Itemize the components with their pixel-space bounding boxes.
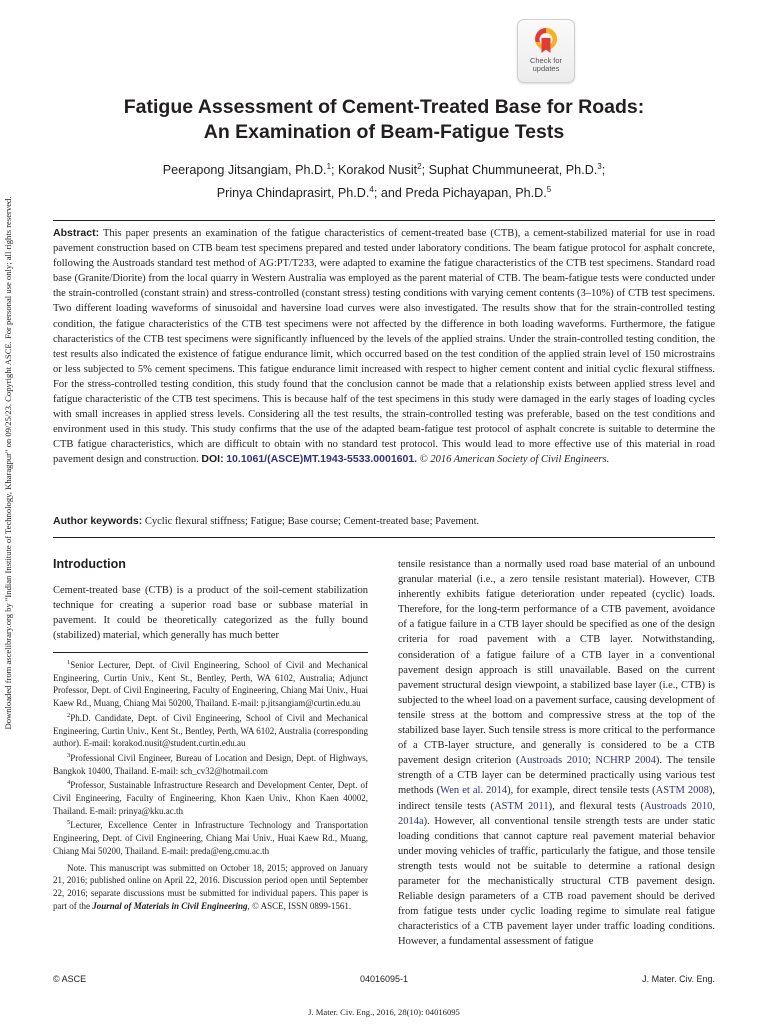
footnote-text: Professor, Sustainable Infrastructure Research and Development Center, Dept. of Civil Engineering, Faculty of Engineering, Khon Kaen Univ., Khon Kaen 40002, Thailand. E-mail: prinya@kku.ac.th [53, 780, 368, 816]
footnote-3 [53, 750, 368, 777]
author-name: Korakod Nusit [338, 163, 418, 178]
author-name: Suphat Chummuneerat, Ph.D. [428, 163, 598, 178]
author-separator: ; and [373, 186, 406, 201]
citation-line: J. Mater. Civ. Eng., 2016, 28(10): 04016095 [308, 1007, 460, 1017]
paper-title [60, 95, 708, 145]
intro-text-segment: ). The tensile strength of a CTB layer can be determined practically using various test methods ( [398, 755, 715, 797]
author-name: Preda Pichayapan, Ph.D. [405, 186, 547, 201]
footnote-text: Ph.D. Candidate, Dept. of Civil Engineering, School of Civil and Mechanical Engineering, Curtin Univ., Kent St., Bentley, Perth, WA 6102, Australia (corresponding author). E-mail: korakod.nusit@student.curtin.edu.au [53, 712, 368, 749]
footnote-mark: 3 [67, 751, 71, 759]
journal-name: Journal of Materials in Civil Engineering [92, 900, 248, 911]
author-separator: ; [331, 163, 339, 178]
footnote-5 [53, 817, 368, 857]
download-side-note: Downloaded from ascelibrary.org by "Indian Institute of Technology, Kharagpur" on 09/25/23. Copyright ASCE. For personal use only; all rights reserved. [3, 196, 13, 730]
author-affiliation-mark: 1 [326, 162, 332, 171]
reference-link[interactable]: Austroads 2010, 2014a [398, 800, 715, 827]
intro-text-segment: ), indirect tensile tests ( [398, 785, 715, 812]
author-separator: ; [421, 163, 429, 178]
intro-text-segment: ), for example, direct tensile tests ( [507, 785, 656, 797]
abstract-copyright: © 2016 American Society of Civil Engineers. [419, 454, 610, 466]
introduction-left-column: Cement-treated base (CTB) is a product of the soil-cement stabilization technique for creating a superior road base or subbase material in pavement. It could be theoretically categorized as the fully bound (stabilized) material, which generally has much better [53, 585, 368, 642]
footnote-4 [53, 777, 368, 817]
introduction-right-column [398, 557, 715, 949]
footer-publisher: © ASCE [53, 974, 87, 984]
introduction-heading: Introduction [53, 557, 126, 571]
footnote-mark: 5 [67, 819, 71, 827]
intro-text-segment: ), and flexural tests ( [548, 800, 644, 812]
keywords-label: Author keywords: [53, 515, 143, 527]
badge-label-2: updates [532, 64, 560, 73]
author-separator: ; [601, 163, 606, 178]
author-name: Peerapong Jitsangiam, Ph.D. [162, 163, 327, 178]
author-affiliation-mark: 4 [369, 185, 374, 195]
author-affiliation-mark: 2 [417, 162, 422, 171]
footnote-1 [53, 657, 368, 710]
footnote-text: Senior Lecturer, Dept. of Civil Engineering, School of Civil and Mechanical Engineering, Curtin Univ., Kent St., Bentley, Perth, WA 6102, Australia; Adjunct Professor, Dept. of Civil Engineering, Faculty of Engineering, Chiang Mai Univ., Huai Kaew Rd., Muang, Chiang Mai 50200, Thailand. E-mail: p.jitsangiam@curtin.edu.au [53, 660, 368, 709]
footer-journal: J. Mater. Civ. Eng. [642, 974, 715, 984]
footnote-mark: 1 [67, 659, 71, 666]
keywords-text: Cyclic flexural stiffness; Fatigue; Base course; Cement-treated base; Pavement. [142, 516, 480, 527]
badge-label-1: Check for [529, 56, 563, 65]
abstract-text: This paper presents an examination of the fatigue characteristics of cement-treated base (CTB), a cement-stabilized material for use in road pavement construction based on CTB beam test specimens prepared and tested under laboratory conditions. The beam fatigue protocol for asphalt concrete, following the Austroads standard test method of AG:PT/T233, were adapted to examine the fatigue characteristics of the CTB test specimens. Standard road base (Granite/Diorite) from the local quarry in Western Australia was employed as the parent material of CTB. The beam-fatigue tests were conducted under the strain-controlled (constant strain) and stress-controlled (constant stress) testing conditions with varying cement contents (3–10%) of CTB test specimens. Two different loading waveforms of sinusoidal and haversine load curves were also investigated. The results show that for the strain-controlled testing condition, the fatigue characteristics of the CTB test specimens were not affected by the difference in both loading waveforms. Furthermore, the fatigue characteristics of the CTB test specimens were significantly influenced by the levels of the applied strains. Under the strain-controlled testing condition, the test results also indicated the existence of fatigue endurance limit, which occurred based on the test condition of the applied strain level of 150 microstrains or less subjected to 5% cement specimens. This fatigue endurance limit increased with respect to higher cement content and initial cyclic flexural stiffness. For the stress-controlled testing condition, this study found that the conclusion cannot be made that a relationship exists between applied stress level and fatigue characteristic of the CTB test specimens. This is because half of the test specimens in this study were damaged in the early stages of loading cycles with small increases in applied stress levels. Considering all the test results, the strain-controlled testing was preferable, based on the test conditions and environment used in this study. This study confirms that the use of the adapted beam-fatigue test protocol of asphalt concrete is suitable to determine the CTB fatigue characteristics, which are difficult to obtain with no standard test protocol. This would lead to more effective use of this material in road pavement design and construction. [53, 228, 715, 466]
title-line-2: An Examination of Beam-Fatigue Tests [203, 121, 565, 143]
abstract [53, 226, 715, 468]
check-for-updates-badge[interactable] [517, 19, 575, 83]
footer-page-id: 04016095-1 [359, 974, 409, 984]
author-keywords [53, 514, 715, 529]
footnote-rule [53, 652, 368, 653]
author-list [60, 157, 708, 203]
footnote-text: Professional Civil Engineer, Bureau of Location and Design, Dept. of Highways, Bangkok 10400, Thailand. E-mail: sch_cv32@hotmail.com [53, 752, 368, 776]
author-name: Prinya Chindaprasirt, Ph.D. [216, 186, 370, 201]
footnotes [53, 657, 368, 912]
check-for-updates-icon [533, 26, 559, 56]
abstract-label: Abstract: [53, 227, 100, 239]
footnote-text: Lecturer, Excellence Center in Infrastructure Technology and Transportation Engineering, Dept. of Civil Engineering, Chiang Mai Univ., Huai Kaew Rd., Muang, Chiang Mai 50200, Thailand. E-mail: preda@eng.cmu.ac.th [53, 820, 368, 856]
doi-link[interactable]: 10.1061/(ASCE)MT.1943-5533.0001601. [226, 453, 418, 466]
reference-link[interactable]: ASTM 2008 [655, 785, 709, 797]
footnote-mark: 4 [67, 779, 71, 787]
reference-link[interactable]: ASTM 2011 [494, 800, 549, 812]
reference-link[interactable]: NCHRP 2004 [595, 755, 656, 767]
reference-link[interactable]: Wen et al. 2014 [440, 785, 508, 797]
abstract-top-rule [53, 220, 715, 221]
author-affiliation-mark: 3 [597, 162, 602, 171]
note-text: Note. This manuscript was submitted on October 18, 2015; approved on January 21, 2016; published online on April 22, 2016. Discussion period open until September 22, 2016; separate discussions must be submitted for individual papers. This paper is part of the [53, 862, 368, 911]
intro-text-segment: ; [587, 755, 596, 767]
doi-label: DOI: [201, 453, 224, 466]
reference-link[interactable]: Austroads 2010 [519, 755, 588, 767]
intro-text-segment: ). However, all conventional tensile strength tests are under static loading conditions that cannot capture real pavement material behavior under moving vehicles of traffic, particularly the fatigue, and those tensile strength tests would not be suitable to determine a rational design parameter for the mechanistically structural CTB pavement design. Reliable design parameters of a CTB road pavement should be derived from fatigue tests under cyclic loading regime to simulate real fatigue characteristics of a CTB pavement layer under traffic loading conditions. However, a fundamental assessment of fatigue [398, 815, 715, 948]
author-affiliation-mark: 5 [546, 185, 552, 195]
note-issn: , © ASCE, ISSN 0899-1561. [247, 900, 352, 911]
footnote-mark: 2 [67, 711, 71, 719]
manuscript-note [53, 862, 368, 913]
footnote-2 [53, 710, 368, 750]
title-line-1: Fatigue Assessment of Cement-Treated Base for Roads: [123, 96, 645, 118]
intro-text-segment: tensile resistance than a normally used road base material of an unbound granular material (i.e., a zero tensile resistant material). However, CTB inherently exhibits fatigue deterioration under repeated (cyclic) loads. Therefore, for the long-term performance of a CTB pavement, avoidance of a fatigue failure in a CTB layer should be specified as one of the design criteria for road pavement with a CTB layer. Notwithstanding, consideration of a fatigue failure of a CTB layer in a conventional pavement design approach is still unavailable. Based on the current pavement structural design viewpoint, a stabilized base layer (i.e., CTB) is subjected to the wheel load on a pavement surface, causing development of tensile stress at the bottom and compressive stress at the top of the stabilized base layer. Such tensile stress is more critical to the performance of a CTB-layer structure, and generally is considered to be a CTB pavement design criterion ( [398, 559, 715, 767]
keywords-bottom-rule [53, 537, 715, 538]
